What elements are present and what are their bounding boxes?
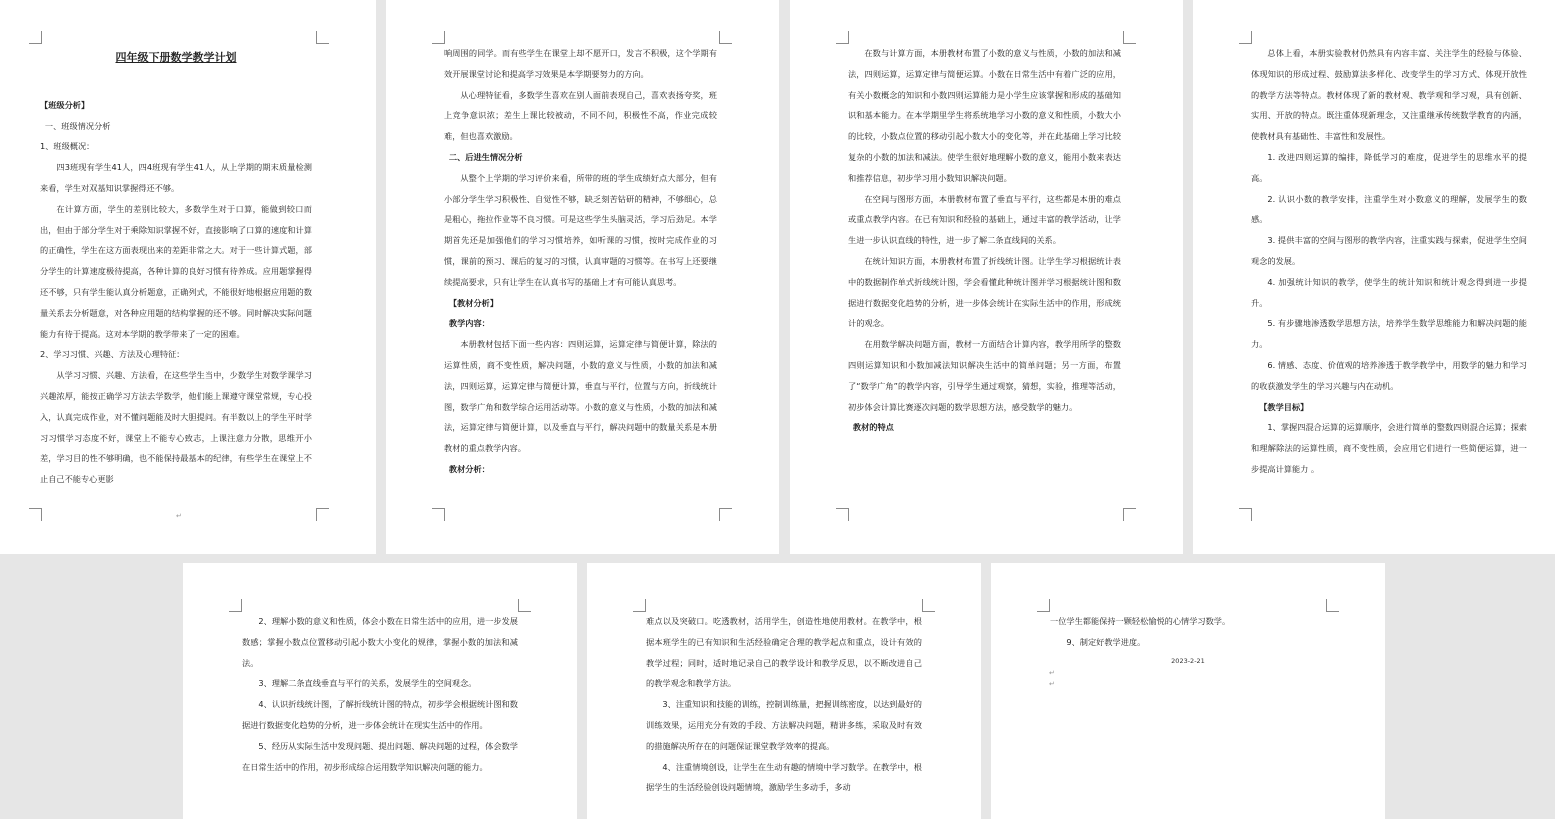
list-item: 2、理解小数的意义和性质，体会小数在日常生活中的应用，进一步发展数感；掌握小数点位置移动引起小数大小变化的规律，掌握小数的加法和减法。 <box>242 616 518 668</box>
paragraph: 在数与计算方面，本册教材布置了小数的意义与性质，小数的加法和减法，四则运算，运算定律与简便运算。小数在日常生活中有着广泛的应用，有关小数概念的知识和小数四则运算能力是小学生应该掌握和形成的基础知识和基本能力。在本学期里学生将系统地学习小数的意义和性质，小数大小的比较，小数点位置的移动引起小数大小的变化等，并在此基础上学习比较复杂的小数的加法和减法。使学生很好地理解小数的意义，能用小数来表达和推荐信息，初步学习用小数知识解决问题。 <box>848 48 1121 183</box>
paragraph: 2、学习习惯、兴趣、方法及心理特征： <box>40 349 185 360</box>
paragraph-mark: ↵ <box>1049 680 1055 688</box>
paragraph: 总体上看，本册实验教材仍然具有内容丰富、关注学生的经验与体验、体现知识的形成过程、鼓励算法多样化、改变学生的学习方式、体现开放性的教学方法等特点。教材体现了新的教材观、教学观和学习观，具有创新、实用、开放的特点。既注重体现新理念，又注重继承传统数学教育的内涵，使教材具有基础性、丰富性和发展性。 <box>1251 48 1527 142</box>
page-content <box>848 43 1121 438</box>
list-item: 5、经历从实际生活中发现问题、提出问题、解决问题的过程，体会数学在日常生活中的作用，初步形成综合运用数学知识解决问题的能力。 <box>242 740 518 772</box>
paragraph-mark: ↵ <box>1049 669 1055 677</box>
crop-mark <box>229 599 242 612</box>
crop-mark <box>1239 508 1252 521</box>
paragraph: 在计算方面，学生的差别比较大，多数学生对于口算，能做到较口而出，但由于部分学生对于乘除知识掌握不好，直接影响了口算的速度和计算的正确性，学生在这方面表现出来的差距非常之大。对于一些计算式题，部分学生的计算速度极待提高，各种计算的良好习惯有待养成。应用题掌握得还不够，只有学生能认真分析题意，正确列式，不能很好地根据应用题的数量关系去分析题意，对各种应用题的结构掌握的还不够。同时解决实际问题能力有待于提高。这对本学期的教学带来了一定的困难。 <box>40 203 312 339</box>
paragraph: 四3班现有学生41人，四4班现有学生41人，从上学期的期末质量检测来看，学生对双基知识掌握得还不够。 <box>40 162 312 193</box>
document-page-4 <box>1193 0 1555 554</box>
list-item: 3、理解二条直线垂直与平行的关系，发展学生的空间观念。 <box>258 678 477 689</box>
document-page-7 <box>991 563 1385 819</box>
crop-mark <box>518 599 531 612</box>
crop-mark <box>316 508 329 521</box>
subheading: 教材分析： <box>448 463 490 474</box>
list-item: 4、认识折线统计图，了解折线统计图的特点，初步学会根据统计图和数据进行数据变化趋势的分析，进一步体会统计在现实生活中的作用。 <box>242 699 518 730</box>
document-page-5 <box>183 563 577 819</box>
document-date: 2023-2-21 <box>1171 656 1205 665</box>
crop-mark <box>922 599 935 612</box>
crop-mark <box>29 508 42 521</box>
page-content <box>1251 43 1527 480</box>
paragraph: 本册教材包括下面一些内容：四则运算，运算定律与简便计算，除法的运算性质，商不变性质，解决问题，小数的意义与性质，小数的加法和减法，四则运算，运算定律与简便计算，垂直与平行，位置与方向，折线统计图，数学广角和数学综合运用活动等。小数的意义与性质，小数的加法和减法，运算定律与简便计算，以及垂直与平行，解决问题中的数量关系是本册教材的重点教学内容。 <box>444 339 717 454</box>
list-item: 4. 加强统计知识的教学，使学生的统计知识和统计观念得到进一步提升。 <box>1251 276 1527 308</box>
paragraph: 从学习习惯、兴趣、方法看，在这些学生当中，少数学生对数学课学习兴趣浓厚，能按正确学习方法去学数学，他们能上课遵守课堂常规，专心投入，认真完成作业，对不懂问题能及时大胆提问。有半数以上的学生平时学习习惯学习态度不好，课堂上不能专心致志，上课注意力分散，思维开小差，学习目的性不够明确，也不能保持最基本的纪律，有些学生在课堂上不止自己不能专心更影 <box>40 370 312 485</box>
paragraph: 难点以及突破口。吃透教材，活用学生，创造性地使用教材。在教学中，根据本班学生的已有知识和生活经验确定合理的教学起点和重点，设计有效的教学过程；同时，适时地记录自己的教学设计和教学反思，以不断改进自己的教学观念和教学方法。 <box>646 616 922 689</box>
section-heading: 【教学目标】 <box>1259 401 1309 412</box>
subheading: 教学内容： <box>448 318 490 329</box>
page-content <box>1050 611 1326 669</box>
page-content <box>242 611 518 777</box>
page-content <box>646 611 922 798</box>
document-page-2 <box>386 0 779 554</box>
page-content <box>444 43 717 480</box>
paragraph: 在统计知识方面，本册教材布置了折线统计图。让学生学习根据统计表中的数据制作单式折线统计图，学会看懂此种统计图并学习根据统计图和数据进行数据变化趋势的分析，进一步体会统计在实际生活中的作用，形成统计的观念。 <box>848 255 1121 329</box>
paragraph-mark: ↵ <box>176 512 182 520</box>
list-item: 5. 有步骤地渗透数学思想方法，培养学生数学思维能力和解决问题的能力。 <box>1251 318 1527 350</box>
paragraph: 从整个上学期的学习评价来看，所带的班的学生成绩好点大部分，但有小部分学生学习积极性、自觉性不够，缺乏刻苦钻研的精神，不够细心，总是粗心，拖拉作业等不良习惯。可是这些学生头脑灵活，学习后劲足。本学期首先还是加强他们的学习习惯培养，如听课的习惯，按时完成作业的习惯，课前的预习、课后的复习的习惯，认真审题的习惯等。在书写上还要继续提高要求，只有让学生在认真书写的基础上才有可能认真思考。 <box>444 172 717 287</box>
document-page-1 <box>0 0 376 554</box>
crop-mark <box>316 31 329 44</box>
list-item: 2. 认识小数的教学安排，注重学生对小数意义的理解，发展学生的数感。 <box>1251 193 1527 225</box>
crop-mark <box>1326 599 1339 612</box>
list-item: 4、注重情境创设，让学生在生动有趣的情境中学习数学。在教学中，根据学生的生活经验创设问题情境，激励学生多动手，多动 <box>646 761 922 793</box>
document-page-3 <box>790 0 1183 554</box>
list-item: 6. 情感、态度、价值观的培养渗透于教学教学中，用数学的魅力和学习的收获激发学生的学习兴趣与内在动机。 <box>1251 359 1527 391</box>
paragraph: 从心理特征看，多数学生喜欢在别人面前表现自己，喜欢表扬夸奖，班上竞争意识浓；差生上课比较被动，不同不问，积极性不高，作业完成较难，但也喜欢激励。 <box>444 89 717 142</box>
crop-mark <box>719 508 732 521</box>
paragraph: 在用数学解决问题方面，教材一方面结合计算内容，教学用所学的整数四则运算知识和小数加减法知识解决生活中的简单问题；另一方面，布置了“数学广角”的教学内容，引导学生通过观察，猜想，实验，推理等活动，初步体会计算比赛逐次问题的数学思想方法，感受数学的魅力。 <box>848 339 1121 412</box>
list-item: 3、注重知识和技能的训练，控制训练量，把握训练密度，以达到最好的训练效果，运用充分有效的手段、方法解决问题，精讲多练，采取及时有效的措施解决所存在的问题保证课堂教学效率的提高。 <box>646 699 922 751</box>
crop-mark <box>719 31 732 44</box>
list-item: 3. 提供丰富的空间与图形的教学内容，注重实践与探索，促进学生空间观念的发展。 <box>1251 235 1527 266</box>
crop-mark <box>1123 508 1136 521</box>
crop-mark <box>633 599 646 612</box>
subheading: 教材的特点 <box>852 422 894 433</box>
subheading: 一、班级情况分析 <box>44 120 111 131</box>
page-content <box>40 42 312 490</box>
section-heading: 【教材分析】 <box>448 297 499 308</box>
list-item: 9、制定好教学进度。 <box>1066 636 1146 647</box>
paragraph: 一位学生都能保持一颗轻松愉悦的心情学习数学。 <box>1050 616 1231 626</box>
crop-mark <box>1123 31 1136 44</box>
crop-mark <box>1037 599 1050 612</box>
list-item: 1、掌握四混合运算的运算顺序，会进行简单的整数四则混合运算；探索和理解除法的运算性质，商不变性质，会应用它们进行一些简便运算，进一步提高计算能力 。 <box>1251 422 1527 474</box>
crop-mark <box>836 508 849 521</box>
document-page-6 <box>587 563 981 819</box>
document-title: 四年级下册数学教学计划 <box>115 51 237 64</box>
subheading: 二、后进生情况分析 <box>448 151 523 162</box>
paragraph: 响周围的同学。而有些学生在课堂上却不愿开口，发言不积极，这个学期有效开展课堂讨论和提高学习效果是本学期要努力的方向。 <box>444 48 717 79</box>
paragraph: 1、班级概况： <box>40 141 95 152</box>
paragraph: 在空间与图形方面，本册教材布置了垂直与平行，这些都是本册的难点或重点教学内容。在已有知识和经验的基础上，通过丰富的教学活动，让学生进一步认识直线的特性，进一步了解二条直线间的关系。 <box>848 193 1121 246</box>
list-item: 1. 改进四则运算的编排，降低学习的难度，促进学生的思维水平的提高。 <box>1251 151 1527 183</box>
section-heading: 【班级分析】 <box>40 99 90 110</box>
crop-mark <box>432 508 445 521</box>
